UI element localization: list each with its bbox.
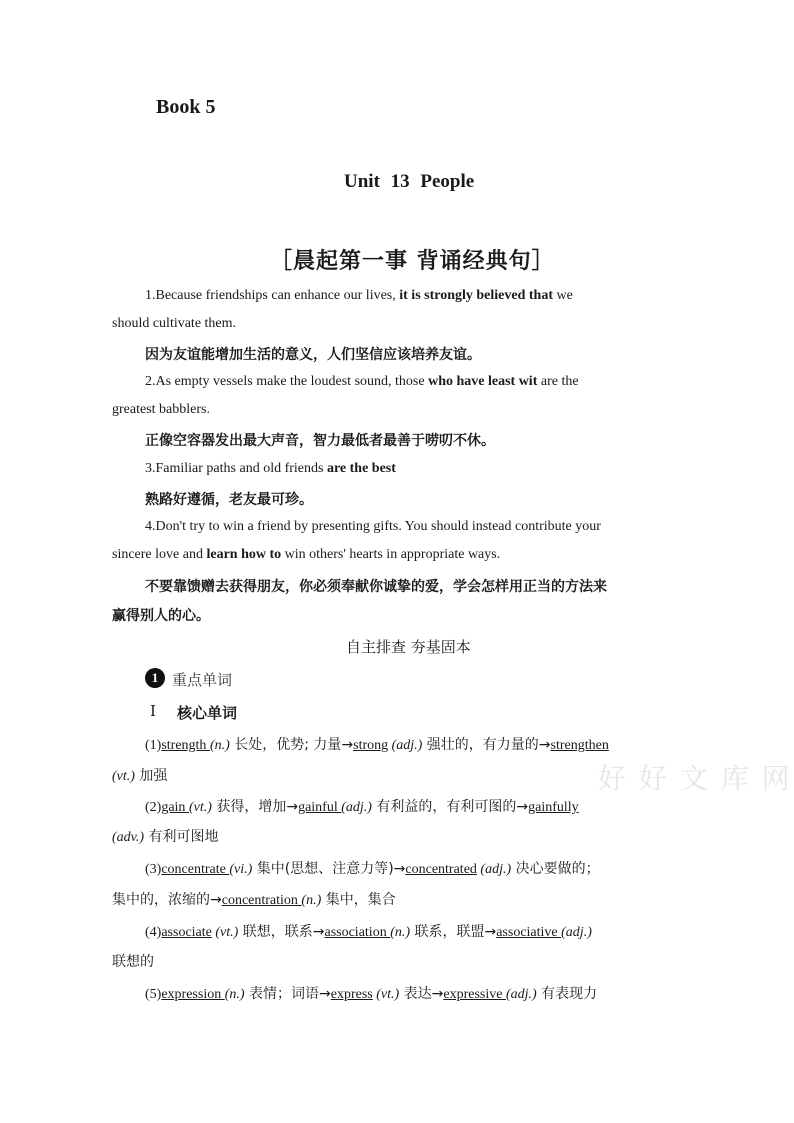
vocab-word: expressive [443,987,506,1002]
unit-title: Unit 13 People [344,171,475,192]
sentence-text: are the [537,374,579,389]
section-banner: ［晨起第一事 背诵经典句］ [270,249,555,274]
sentence-text: 2.As empty vessels make the loudest sound, those [145,374,429,389]
sentence-text: sincere love and [112,547,207,562]
sentence-4-line-2 [112,547,500,563]
part-of-speech: (vt.) [112,769,135,784]
sentence-1-line-2: should cultivate them. [112,316,237,331]
meaning: 集中(思想、注意力等)→ [252,861,406,877]
meaning: 获得，增加→ [211,799,299,815]
part-of-speech: (adj.) [505,987,537,1002]
part-of-speech: (n.) [390,925,411,940]
sentence-4-translation-line-2: 赢得别人的心。 [112,608,210,624]
key-phrase: it is strongly believed that [399,288,553,303]
vocab-word: strengthen [550,738,609,753]
vocab-word: associate [161,925,212,940]
key-phrase: learn how to [206,547,282,562]
vocab-item-2 [145,796,579,816]
vocab-word: strength [161,738,210,753]
vocab-item-1-line-2 [112,765,167,785]
meaning: 有利可图地 [144,829,219,845]
meaning: 集中，集合 [321,892,396,908]
part-of-speech: (adj.) [561,925,592,940]
vocab-word: gainfully [528,800,579,815]
part-of-speech: (adj.) [341,800,372,815]
part-of-speech: (adj.) [480,862,512,877]
meaning: 强壮的，有力量的→ [422,737,551,753]
book-title: Book 5 [156,96,216,118]
part-of-speech: (vt.) [188,800,212,815]
sentence-2-translation: 正像空容器发出最大声音，智力最低者最善于唠叨不休。 [145,433,495,449]
sentence-4-translation-line-1: 不要靠馈赠去获得朋友，你必须奉献你诚挚的爱，学会怎样用正当的方法来 [145,579,607,595]
subsection-heading: 核心单词 [177,704,238,722]
sentence-1-line-1 [145,288,573,304]
vocab-item-4-line-2: 联想的 [112,954,154,970]
item-number: (5) [145,987,162,1002]
meaning: 联想，联系→ [238,924,325,940]
section-number-badge: 1 [145,668,165,688]
vocab-word: concentrate [161,862,230,877]
sentence-2-line-1 [145,374,579,390]
vocab-item-3-line-2 [112,889,396,909]
part-of-speech: (vi.) [229,862,253,877]
meaning: 加强 [134,768,168,784]
vocab-word: concentrated [405,862,477,877]
roman-numeral: Ⅰ [150,704,156,720]
sentence-text: win others' hearts in appropriate ways. [281,547,501,562]
meaning: 集中的，浓缩的→ [112,892,222,908]
part-of-speech: (vt.) [215,925,239,940]
sentence-text: 1.Because friendships can enhance our lives, [145,288,400,303]
meaning: 表情；词语→ [244,986,331,1002]
vocab-word: gain [161,800,189,815]
vocab-word: express [330,987,373,1002]
sentence-3-line-1 [145,461,396,477]
part-of-speech: (n.) [209,738,230,753]
part-of-speech: (adv.) [112,830,144,845]
key-phrase: are the best [326,461,396,476]
vocab-word: associative [496,925,562,940]
section-title: 自主排查 夯基固本 [346,638,471,656]
sentence-text: we [553,288,573,303]
vocab-word: strong [353,738,389,753]
meaning: 联系，联盟→ [410,924,497,940]
watermark: 好 好 文 库 网 [598,762,792,795]
meaning: 长处，优势; 力量→ [229,737,354,753]
vocab-word: expression [161,987,225,1002]
meaning: 有表现力 [536,986,598,1002]
subsection-title: 重点单词 [172,671,233,689]
part-of-speech: (n.) [224,987,245,1002]
item-number: (1) [145,738,162,753]
vocab-word: concentration [221,893,302,908]
key-phrase: who have least wit [428,374,538,389]
vocab-item-5 [145,983,597,1003]
vocab-item-1 [145,734,609,754]
vocab-item-4 [145,921,592,941]
sentence-1-translation: 因为友谊能增加生活的意义，人们坚信应该培养友谊。 [145,347,481,363]
part-of-speech: (n.) [301,893,322,908]
item-number: (3) [145,862,162,877]
vocab-item-3 [145,858,600,878]
meaning: 有利益的，有利可图的→ [371,799,529,815]
sentence-text: 3.Familiar paths and old friends [145,461,327,476]
sentence-4-line-1: 4.Don't try to win a friend by presenting gifts. You should instead contribute your [145,519,601,534]
sentence-3-translation: 熟路好遵循，老友最可珍。 [145,492,313,508]
part-of-speech: (vt.) [376,987,400,1002]
item-number: (4) [145,925,162,940]
vocab-word: gainful [298,800,342,815]
meaning: 表达→ [399,986,444,1002]
vocab-word: association [324,925,391,940]
item-number: (2) [145,800,162,815]
part-of-speech: (adj.) [391,738,423,753]
meaning: 决心要做的； [511,861,600,877]
sentence-2-line-2: greatest babblers. [112,402,210,417]
vocab-item-2-line-2 [112,826,218,846]
